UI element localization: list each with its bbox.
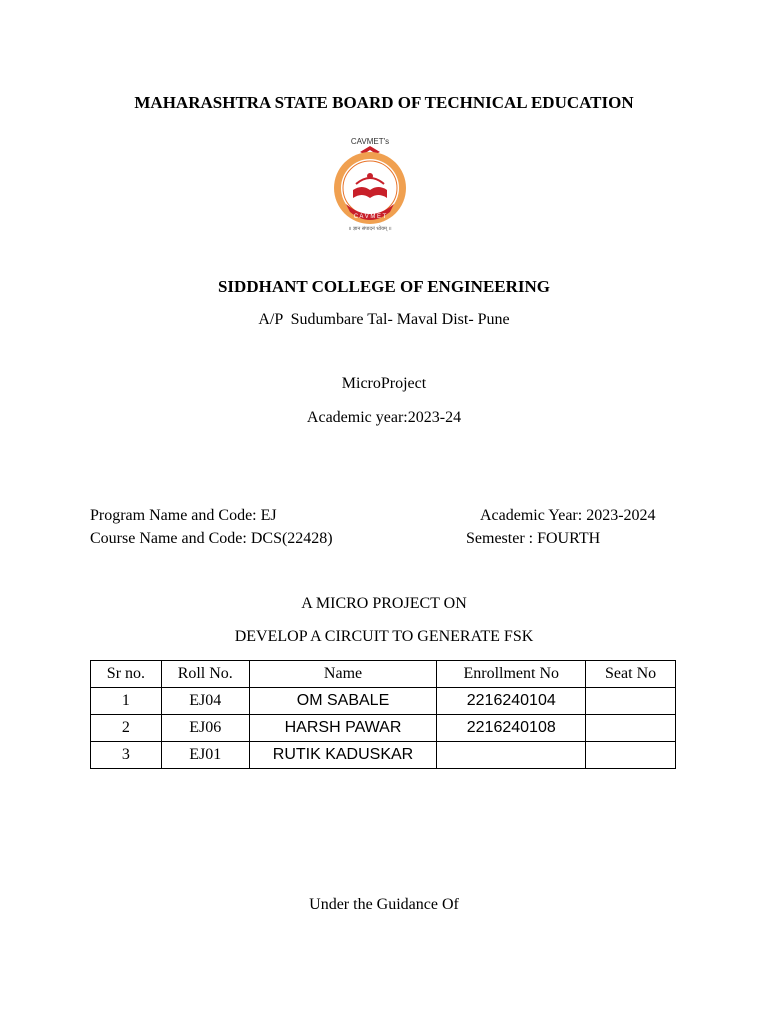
header-seat-no: Seat No — [586, 661, 676, 688]
cell-seat-no — [586, 715, 676, 742]
college-address: A/P Sudumbare Tal- Maval Dist- Pune — [258, 311, 510, 328]
cell-enrollment-no — [437, 742, 586, 769]
logo-top-text: CAVMET's — [350, 137, 390, 146]
cell-seat-no — [586, 742, 676, 769]
header-enrollment-no: Enrollment No — [437, 661, 586, 688]
cell-roll-no: EJ04 — [161, 688, 249, 715]
college-name: SIDDHANT COLLEGE OF ENGINEERING — [217, 277, 551, 296]
header-name: Name — [249, 661, 437, 688]
college-logo — [320, 132, 420, 234]
micro-project-heading: A MICRO PROJECT ON — [301, 595, 467, 612]
logo-motto: ॥ ज्ञान संपादनं ध्येयम् ॥ — [348, 226, 392, 232]
table-row — [91, 715, 676, 742]
cell-name: HARSH PAWAR — [249, 715, 437, 742]
info-semester: Semester : FOURTH — [466, 530, 601, 547]
cell-sr-no: 1 — [91, 688, 162, 715]
table-row — [91, 688, 676, 715]
cell-name: OM SABALE — [249, 688, 437, 715]
program-name-code: Program Name and Code: EJ — [90, 507, 277, 524]
course-name-code: Course Name and Code: DCS(22428) — [90, 530, 333, 547]
cell-enrollment-no: 2216240108 — [437, 715, 586, 742]
project-type: MicroProject — [341, 375, 427, 392]
cell-sr-no: 3 — [91, 742, 162, 769]
project-topic: DEVELOP A CIRCUIT TO GENERATE FSK — [234, 628, 534, 645]
cell-roll-no: EJ01 — [161, 742, 249, 769]
cell-roll-no: EJ06 — [161, 715, 249, 742]
cell-sr-no: 2 — [91, 715, 162, 742]
table-row — [91, 742, 676, 769]
info-academic-year: Academic Year: 2023-2024 — [480, 507, 656, 524]
cell-name: RUTIK KADUSKAR — [249, 742, 437, 769]
cell-seat-no — [586, 688, 676, 715]
logo-band-text: C A V M E T — [353, 214, 387, 220]
guidance-text: Under the Guidance Of — [309, 896, 459, 913]
board-title: MAHARASHTRA STATE BOARD OF TECHNICAL EDUCATION — [134, 93, 634, 112]
academic-year: Academic year:2023-24 — [306, 409, 462, 426]
header-sr-no: Sr no. — [91, 661, 162, 688]
cell-enrollment-no: 2216240104 — [437, 688, 586, 715]
student-table — [90, 660, 676, 769]
header-roll-no: Roll No. — [161, 661, 249, 688]
logo-emblem-icon — [320, 132, 420, 234]
table-header-row — [91, 661, 676, 688]
